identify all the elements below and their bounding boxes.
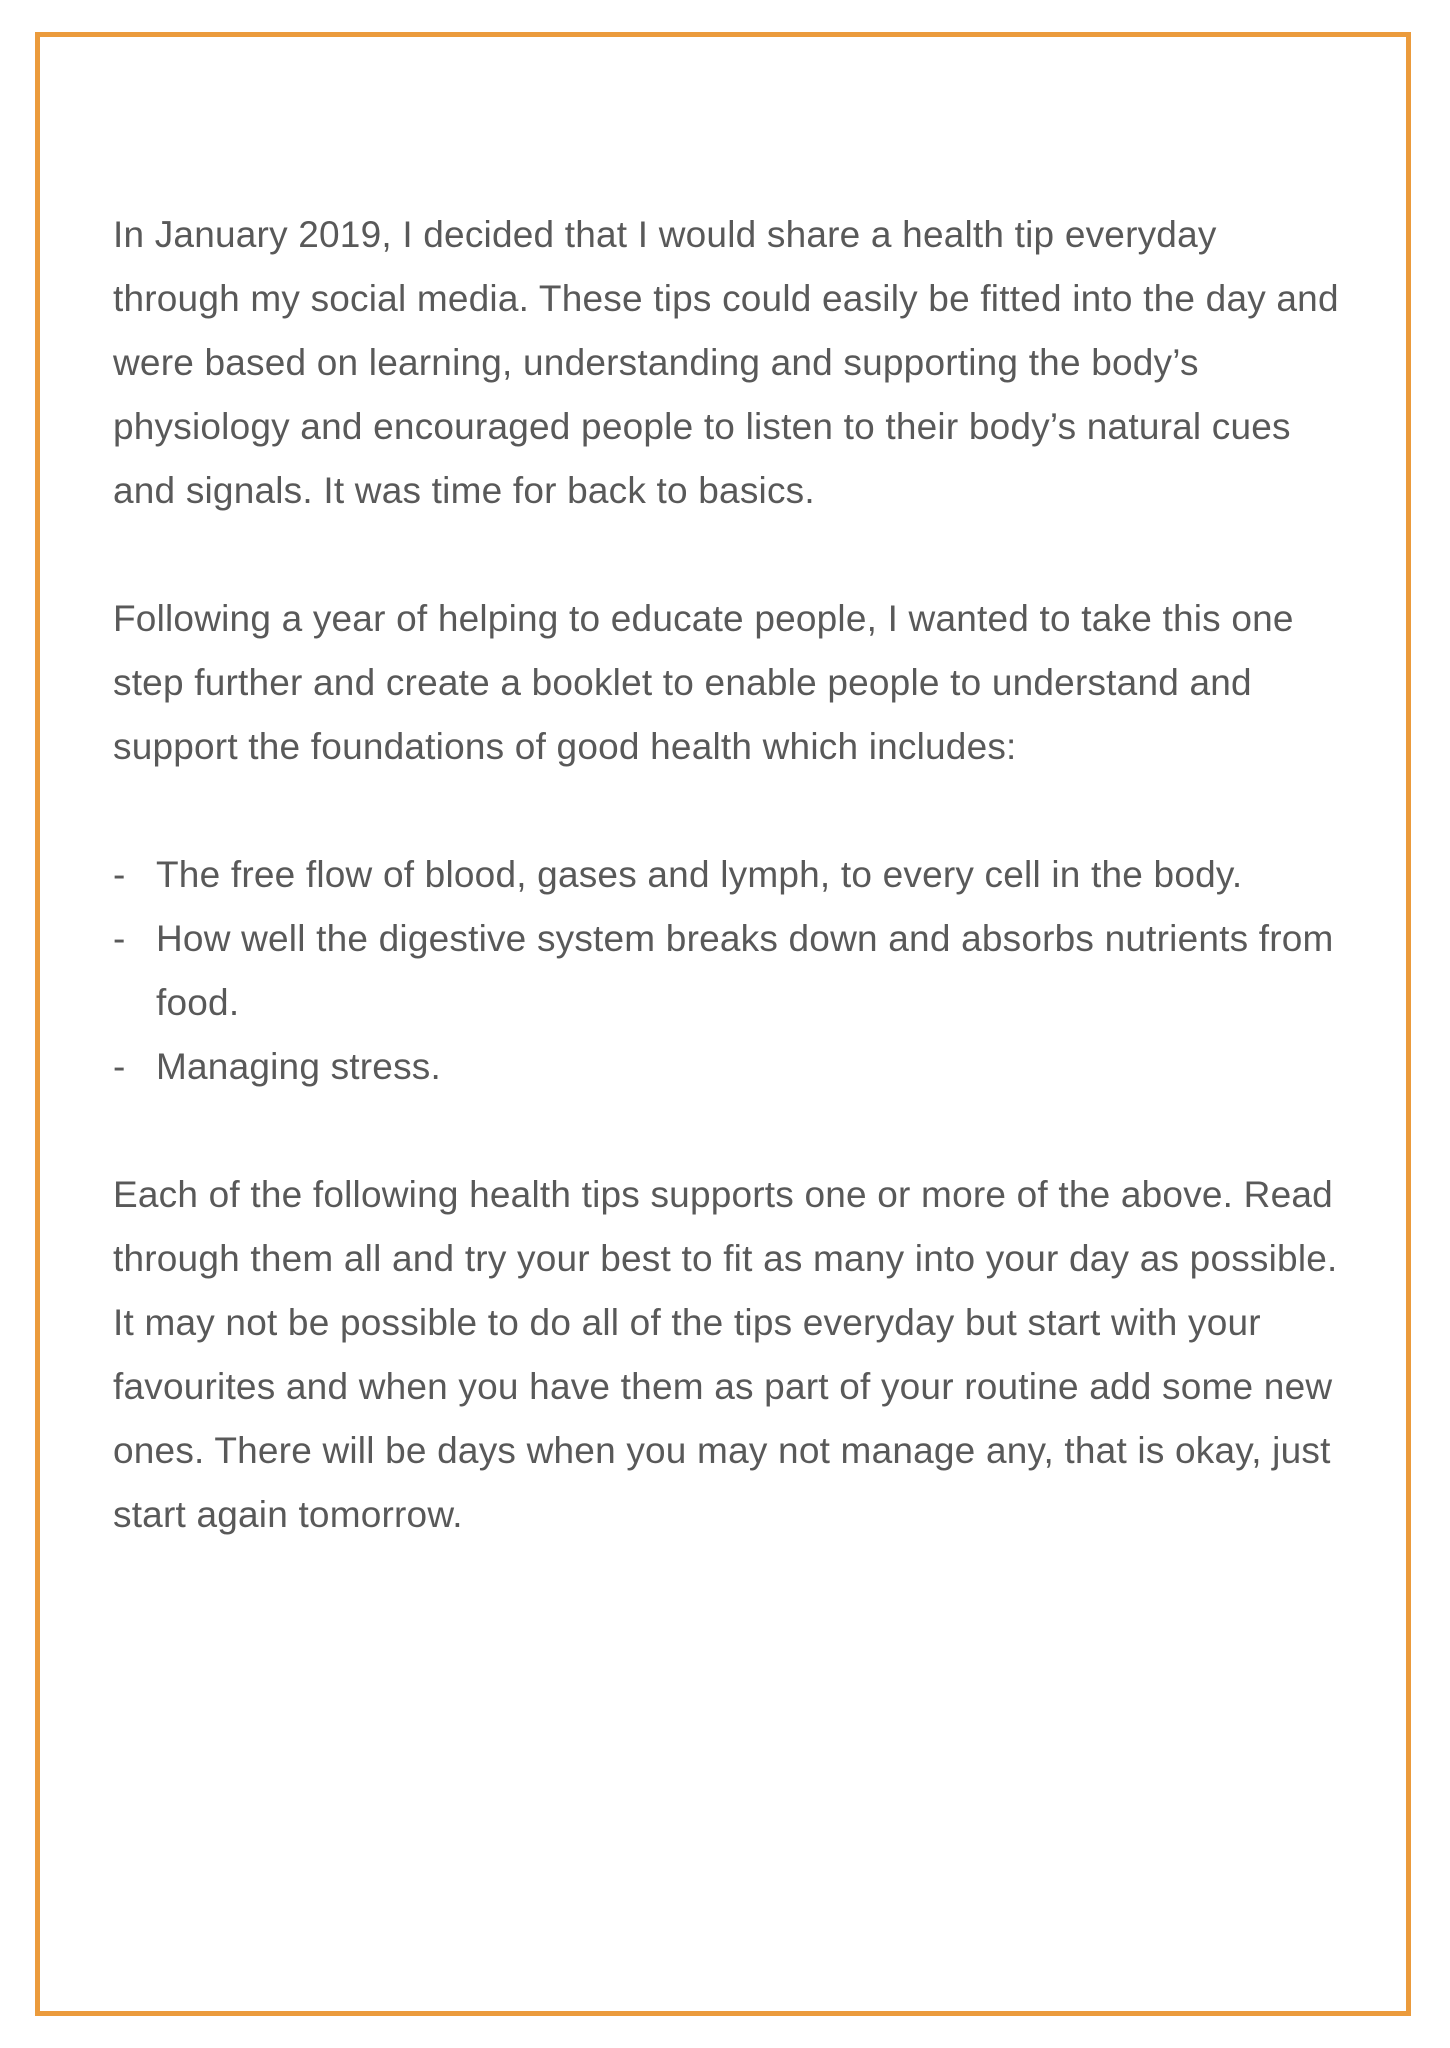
document-body (113, 203, 1353, 1547)
foundations-list (113, 843, 1353, 1099)
list-dash: - (113, 854, 126, 895)
list-item (113, 1035, 1353, 1099)
list-item-text: The free flow of blood, gases and lymph, to every cell in the body. (156, 854, 1243, 895)
instructions-paragraph: Each of the following health tips supports one or more of the above. Read through them all and try your best to fit as many into your day as possible. It may not be possible to do all of the tips everyday but start with your favourites and when you have them as part of your routine add some new ones. There will be days when you may not manage any, that is okay, just start again tomorrow. (113, 1174, 1338, 1535)
list-dash: - (113, 918, 126, 959)
list-dash: - (113, 1046, 126, 1087)
list-item (113, 907, 1353, 1035)
list-item-text: Managing stress. (156, 1046, 441, 1087)
list-item-text: How well the digestive system breaks down and absorbs nutrients from food. (156, 918, 1334, 1023)
list-item (113, 843, 1353, 907)
foundations-paragraph: Following a year of helping to educate people, I wanted to take this one step further and create a booklet to enable people to understand and support the foundations of good health which includes: (113, 598, 1294, 767)
intro-paragraph: In January 2019, I decided that I would share a health tip everyday through my social media. These tips could easily be fitted into the day and were based on learning, understanding and supporting the body’s physiology and encouraged people to listen to their body’s natural cues and signals. It was time for back to basics. (113, 214, 1339, 511)
